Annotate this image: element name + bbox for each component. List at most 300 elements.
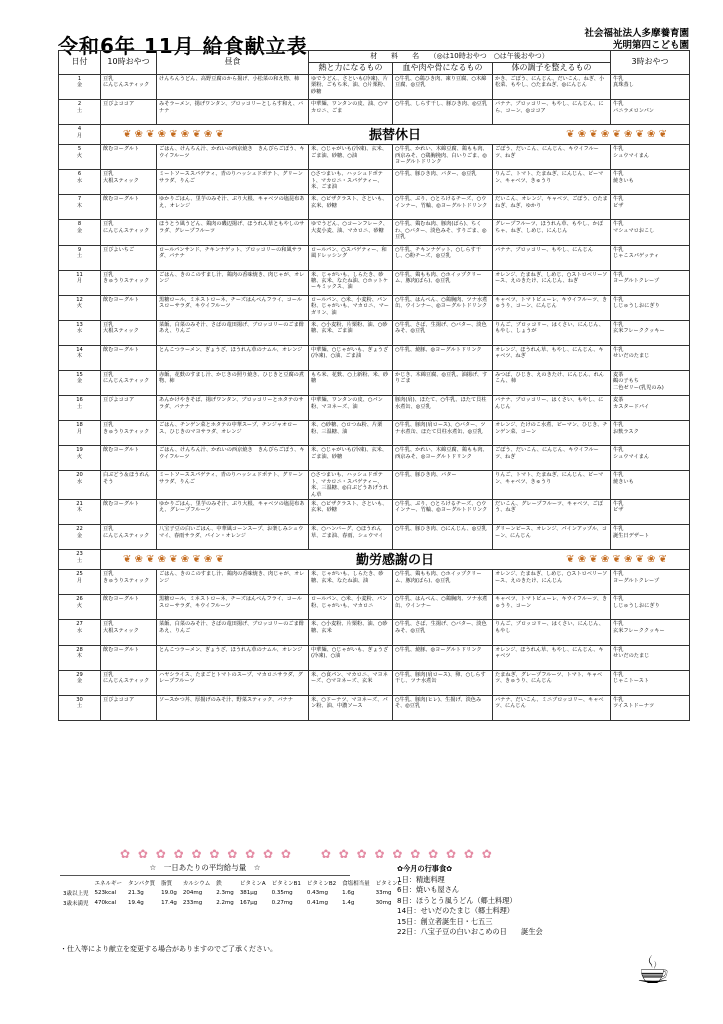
body-building-foods-cell: ○牛乳、鶏むね肉、豚肉(ばら)、ちくわ、○バター、淡色みそ、すりごま、◎豆乳	[393, 220, 493, 245]
nutrition-value: 17.4g	[161, 900, 177, 906]
body-building-foods-cell: ○牛乳、ぶり、○とろけるチーズ、○ウインナー、竹輪、◎ヨーグルトドリンク	[393, 195, 493, 220]
nutrition-value: 0.35mg	[271, 890, 293, 896]
energy-foods-cell: 米、○ピザクラスト、さといも、玄米、砂糖	[309, 195, 393, 220]
lunch-cell: とんこつラーメン、ぎょうざ、ほうれん草のナムル、オレンジ	[157, 645, 309, 670]
header-date: 日付	[59, 51, 101, 75]
mascot-illustration-icon: ☕	[636, 948, 671, 992]
nutrition-table	[60, 878, 405, 908]
menu-row	[59, 320, 690, 345]
lunch-cell: 赤飯、花麩のすまし汁、かじきの照り焼き、ひじきと豆腐の煮物、柿	[157, 371, 309, 396]
event-item: 6日：焼いも屋さん	[397, 885, 460, 894]
regulating-foods-cell: ごぼう、だいこん、にんじん、キウイフルーツ、ねぎ	[493, 145, 611, 170]
am-snack-cell: 豆乳 にんじんスティック	[101, 371, 157, 396]
am-snack-cell: 飲むヨーグルト	[101, 446, 157, 471]
date-day: 23	[76, 551, 83, 558]
date-day: 8	[77, 221, 82, 228]
pm-snack-cell: 麦茶 カスタードパイ	[611, 396, 690, 421]
lunch-cell: 菜飯、白菜のみそ汁、さばの竜田揚げ、ブロッコリーのごま酢あえ、りんご	[157, 320, 309, 345]
regulating-foods-cell: オレンジ、たまねぎ、しめじ、○ストロベリーソース、えのきたけ、にんじん	[493, 570, 611, 595]
pm-snack-cell: 牛乳 せいだのたまじ	[611, 345, 690, 370]
menu-row	[59, 371, 690, 396]
am-snack-cell: 豆びよココア	[101, 396, 157, 421]
header-red: 熱と力になるもの	[309, 63, 393, 75]
lunch-cell: ほうとう風うどん、鶏肉の磯辺揚げ、ほうれん草ともやしのサラダ、グレープフルーツ	[157, 220, 309, 245]
date-day: 1	[77, 76, 82, 82]
date-weekday: 水	[76, 478, 83, 485]
date-day: 12	[76, 296, 83, 303]
lunch-cell: ゆかりごはん、里芋のみそ汁、ぶり大根、キャベツの塩昆布あえ、グレープフルーツ	[157, 500, 309, 525]
pm-snack-cell: 牛乳 シュウマイまん	[611, 145, 690, 170]
energy-foods-cell: 米、○ドーナツ、マヨネーズ、パン粉、油、中濃ソース	[309, 695, 393, 720]
regulating-foods-cell: りんご、トマト、たまねぎ、にんじん、ピーマン、キャベツ、きゅうり	[493, 170, 611, 195]
menu-row	[59, 345, 690, 370]
body-building-foods-cell: かじき、木綿豆腐、◎豆乳、油揚げ、すりごま	[393, 371, 493, 396]
nutrition-value: 33mg	[375, 890, 392, 896]
date-day: 5	[77, 146, 82, 153]
date-weekday: 土	[76, 403, 83, 410]
energy-foods-cell: 米、○ピザクラスト、さといも、玄米、砂糖	[309, 500, 393, 525]
date-cell	[59, 446, 101, 471]
lunch-cell: けんちんうどん、高野豆腐のから揚げ、小松菜の和え物、柿	[157, 75, 309, 100]
regulating-foods-cell: りんご、ブロッコリー、はくさい、にんじん、もやし、しょうが	[493, 320, 611, 345]
nutrition-value: 1.6g	[342, 890, 355, 896]
pm-snack-cell: 牛乳 玄米フレーククッキー	[611, 320, 690, 345]
pm-snack-cell: 牛乳 真珠蒸し	[611, 75, 690, 100]
nutrition-col-header: 鉄	[216, 881, 222, 887]
pm-snack-cell: 牛乳 じゃこスパゲッティ	[611, 245, 690, 270]
date-cell	[59, 421, 101, 446]
date-weekday: 火	[76, 303, 83, 310]
regulating-foods-cell: ごぼう、だいこん、にんじん、キウイフルーツ、ねぎ	[493, 446, 611, 471]
menu-row	[59, 550, 690, 570]
nutrition-col-header: 食塩相当量	[342, 881, 370, 887]
date-cell	[59, 695, 101, 720]
regulating-foods-cell: りんご、トマト、たまねぎ、にんじん、ピーマン、キャベツ、きゅうり	[493, 471, 611, 500]
event-item: 1日：精進料理	[397, 874, 445, 884]
date-day: 16	[76, 397, 83, 404]
page-title: 令和6年 11月 給食献立表	[58, 34, 308, 58]
regulating-foods-cell: たまねぎ、グレープフルーツ、トマト、キャベツ、きゅうり、にんじん	[493, 670, 611, 695]
date-day: 2	[77, 101, 82, 108]
pm-snack-cell: 牛乳 焼きいも	[611, 170, 690, 195]
nutrition-col-header: ビタミンB2	[306, 881, 337, 887]
body-building-foods-cell: ○牛乳、焼豚、◎ヨーグルトドリンク	[393, 645, 493, 670]
body-building-foods-cell: ○牛乳、ぶり、○とろけるチーズ、○ウインナー、竹輪、◎ヨーグルトドリンク	[393, 500, 493, 525]
date-weekday: 木	[76, 507, 83, 514]
nutrition-title: ☆ 一日あたりの平均給与量 ☆	[60, 862, 350, 876]
menu-row	[59, 295, 690, 320]
header-lunch: 昼食	[157, 51, 309, 75]
pm-snack-cell: 牛乳 玄米フレーククッキー	[611, 620, 690, 645]
am-snack-cell: 飲むヨーグルト	[101, 195, 157, 220]
date-weekday: 水	[76, 627, 83, 634]
date-cell	[59, 270, 101, 295]
lunch-cell: 菜飯、白菜のみそ汁、さばの竜田揚げ、ブロッコリーのごま酢あえ、りんご	[157, 620, 309, 645]
energy-foods-cell: ロールパン、○米、小麦粉、パン粉、じゃがいも、マカロニ、マーガリン、油	[309, 295, 393, 320]
pm-snack-cell: 牛乳 お麩ラスク	[611, 421, 690, 446]
date-cell	[59, 245, 101, 270]
energy-foods-cell: 米、○食パン、マカロニ、マヨネーズ、○マヨネーズ、玄米	[309, 670, 393, 695]
body-building-foods-cell: ○牛乳、はんぺん、○鶏胸肉、ツナ水煮缶、ウインナー	[393, 595, 493, 620]
date-cell	[59, 371, 101, 396]
date-weekday: 土	[76, 252, 83, 259]
date-day: 9	[77, 246, 82, 253]
energy-foods-cell: 米、○じゃがいも(冷凍)、玄米、ごま油、砂糖、○油	[309, 145, 393, 170]
am-snack-cell: 豆乳 大根スティック	[101, 320, 157, 345]
lunch-cell: ごはん、けんちん汁、かれいの西京焼き きんぴらごぼう、キウイフルーツ	[157, 446, 309, 471]
leaf-decoration-icon: ❦ ❀ ❦ ❀ ❦ ❀ ❦ ❀ ❦	[566, 129, 667, 141]
energy-foods-cell: 米、○ハンバーグ、○ほうれん草、ごま油、春雨、シュウマイ	[309, 525, 393, 550]
regulating-foods-cell: キャベツ、トマトピューレ、キウイフルーツ、きゅうり、コーン、にんじん	[493, 295, 611, 320]
nutrition-col-header: エネルギー	[94, 881, 123, 887]
date-cell	[59, 396, 101, 421]
menu-row	[59, 471, 690, 500]
leaf-decoration-icon: ❦ ❀ ❦ ❀ ❦ ❀ ❦ ❀ ❦	[566, 554, 667, 566]
body-building-foods-cell: ○牛乳、豚ひき肉、バター	[393, 471, 493, 500]
energy-foods-cell: ゆでうどん、さといも(冷凍)、片栗粉、ごもち米、油、○片栗粉、砂糖	[309, 75, 393, 100]
menu-row	[59, 100, 690, 125]
energy-foods-cell: 米、じゃがいも、しらたき、砂糖、玄米、なたね油、○ホットケーキミックス、油	[309, 270, 393, 295]
lunch-cell: ごはん、けんちん汁、かれいの西京焼き きんぴらごぼう、キウイフルーツ	[157, 145, 309, 170]
date-weekday: 金	[76, 227, 83, 234]
lunch-cell: みそラーメン、揚げワンタン、ブロッコリーとしらす和え、バナナ	[157, 100, 309, 125]
nutrition-col-header: タンパク質	[128, 881, 156, 887]
date-day: 15	[76, 372, 83, 379]
date-cell	[59, 100, 101, 125]
pm-snack-cell: 牛乳 せいだのたまじ	[611, 645, 690, 670]
date-weekday: 水	[76, 328, 83, 335]
regulating-foods-cell: バナナ、だいこん、ミニブロッコリー、キャベツ、にんじん	[493, 695, 611, 720]
date-weekday: 金	[76, 678, 83, 684]
am-snack-cell: 豆びよココア	[101, 695, 157, 720]
energy-foods-cell: 米、○砂糖、○ロつね粉、片栗粉、三温糖、油	[309, 421, 393, 446]
lunch-cell: とんこつラーメン、ぎょうざ、ほうれん草のナムル、オレンジ	[157, 345, 309, 370]
regulating-foods-cell: だいこん、グレープフルーツ、キャベツ、ごぼう、ねぎ	[493, 500, 611, 525]
body-building-foods-cell: ○牛乳、○鶏ひき肉、凍り豆腐、○木綿豆腐、◎豆乳	[393, 75, 493, 100]
nutrition-value: 2.2mg	[216, 900, 234, 906]
nutrition-row-label: 3歳以上児	[63, 891, 89, 897]
header-body: 体の調子を整えるもの	[493, 63, 611, 75]
pm-snack-cell: 牛乳 しじゅうしおにぎり	[611, 295, 690, 320]
date-weekday: 土	[76, 107, 83, 114]
body-building-foods-cell: ○牛乳、しらす干し、豚ひき肉、◎豆乳	[393, 100, 493, 125]
energy-foods-cell: ロールパン、○米、小麦粉、パン粉、じゃがいも、マカロニ	[309, 595, 393, 620]
date-weekday: 木	[76, 202, 83, 209]
pm-snack-cell: 牛乳 シュウマイまん	[611, 446, 690, 471]
menu-row	[59, 396, 690, 421]
regulating-foods-cell: かき、ごぼう、にんじん、だいこん、ねぎ、小松菜、もやし、○たまねぎ、◎にんじん	[493, 75, 611, 100]
date-cell	[59, 195, 101, 220]
lunch-cell: ミートソーススパゲティ、青のりハッシュドポテト、グリーンサラダ、りんご	[157, 471, 309, 500]
am-snack-cell: 豆乳 にんじんスティック	[101, 75, 157, 100]
am-snack-cell: 豆乳 きゅうりスティック	[101, 421, 157, 446]
date-cell	[59, 500, 101, 525]
lunch-cell: ごはん、きのこのすまし汁、鶏肉の香味焼き、肉じゃが、オレンジ	[157, 570, 309, 595]
date-day: 27	[76, 621, 83, 628]
menu-row	[59, 270, 690, 295]
menu-row	[59, 421, 690, 446]
header-blood: 血や肉や骨になるもの	[393, 63, 493, 75]
nutrition-box	[60, 862, 402, 922]
nutrition-value: 0.41mg	[306, 900, 328, 906]
lunch-cell: 八宝子豆の白いごはん、中華風コーンスープ、お楽しみシュウマイ、春雨サラダ、パイン・オレンジ	[157, 525, 309, 550]
am-snack-cell: 豆びよいちご	[101, 245, 157, 270]
pm-snack-cell: 牛乳 ヨーグルトクレープ	[611, 270, 690, 295]
holiday-name: 振替休日	[368, 128, 421, 144]
date-day: 18	[76, 422, 83, 429]
energy-foods-cell: ゆでうどん、○コーンフレーク、大麦小麦、油、マカロニ、砂糖	[309, 220, 393, 245]
am-snack-cell: 飲むヨーグルト	[101, 295, 157, 320]
menu-row	[59, 145, 690, 170]
body-building-foods-cell: ○牛乳、さば、生揚げ、○バター、淡色みそ、◎豆乳	[393, 620, 493, 645]
regulating-foods-cell: バナナ、ブロッコリー、はくさい、もやし、にんじん	[493, 396, 611, 421]
nutrition-value: 523kcal	[94, 890, 117, 896]
date-day: 19	[76, 447, 83, 454]
nutrition-value: 1.4g	[342, 900, 355, 906]
nutrition-value: 19.0g	[161, 890, 177, 896]
regulating-foods-cell: りんご、ブロッコリー、はくさい、にんじん、もやし	[493, 620, 611, 645]
nutrition-col-header: 脂質	[161, 881, 173, 887]
energy-foods-cell: ○さつまいも、ハッシュドポテト、マカロニ・スパゲティー、米、ごま油	[309, 170, 393, 195]
body-building-foods-cell: ○牛乳、かれい、木綿豆腐、鶏もも肉、西京みそ、○鶏胸挽肉、白いりごま、◎ヨーグルトドリンク	[393, 145, 493, 170]
date-weekday: 土	[76, 557, 83, 564]
nutrition-value: 0.43mg	[306, 890, 328, 896]
am-snack-cell: 豆乳 きゅうりスティック	[101, 570, 157, 595]
body-building-foods-cell: ○牛乳、はんぺん、○鶏胸肉、ツナ水煮缶、ウインナー、◎ヨーグルトドリンク	[393, 295, 493, 320]
date-day: 20	[76, 472, 83, 479]
lunch-cell: ゆかりごはん、里芋のみそ汁、ぶり大根、キャベツの塩昆布あえ、オレンジ	[157, 195, 309, 220]
pm-snack-cell: 牛乳 じゃこトースト	[611, 670, 690, 695]
body-building-foods-cell: ○牛乳、豚肉(ヒレ)、生揚げ、淡色みそ、◎豆乳	[393, 695, 493, 720]
regulating-foods-cell: オレンジ、たけのこ水煮、ピーマン、ひじき、チンゲン菜、コーン	[493, 421, 611, 446]
date-day: 21	[76, 501, 83, 508]
date-weekday: 土	[76, 703, 83, 710]
date-weekday: 火	[76, 152, 83, 159]
body-building-foods-cell: ○牛乳、焼豚、◎ヨーグルトドリンク	[393, 345, 493, 370]
organization	[584, 28, 689, 52]
nutrition-value: 19.4g	[128, 900, 144, 906]
am-snack-cell: 飲むヨーグルト	[101, 500, 157, 525]
date-weekday: 金	[76, 378, 83, 385]
date-cell	[59, 345, 101, 370]
menu-row	[59, 220, 690, 245]
body-building-foods-cell: ○牛乳、さば、生揚げ、○バター、淡色みそ、◎豆乳	[393, 320, 493, 345]
am-snack-cell: 豆乳 きゅうりスティック	[101, 270, 157, 295]
regulating-foods-cell: オレンジ、ほうれん草、もやし、にんじん、キャベツ	[493, 645, 611, 670]
nutrition-value: 233mg	[182, 900, 203, 906]
am-snack-cell: 豆乳 にんじんスティック	[101, 670, 157, 695]
am-snack-cell: 飲むヨーグルト	[101, 145, 157, 170]
regulating-foods-cell: みつば、ひじき、えのきたけ、にんじん、れんこん、柿	[493, 371, 611, 396]
date-day: 28	[76, 646, 83, 653]
regulating-foods-cell: オレンジ、たまねぎ、しめじ、○ストロベリーソース、えのきたけ、にんじん、ねぎ	[493, 270, 611, 295]
events-list	[397, 864, 543, 938]
am-snack-cell: 豆びよココア	[101, 100, 157, 125]
am-snack-cell: 飲むヨーグルト	[101, 645, 157, 670]
nutrition-value: 381μg	[239, 890, 258, 896]
am-snack-cell: 豆乳 大根スティック	[101, 620, 157, 645]
decoration-row: ✿ ✿ ✿ ✿ ✿ ✿ ✿ ✿ ✿ ✿ ✿ ✿ ✿ ✿ ✿ ✿ ✿ ✿ ✿ ✿	[120, 847, 494, 861]
energy-foods-cell: 中華麺、○じゃがいも、ぎょうざ(冷凍)、○油、ごま油	[309, 345, 393, 370]
energy-foods-cell: 中華麺、○じゃがいも、ぎょうざ(冷凍)、○油	[309, 645, 393, 670]
nutrition-col-header: ビタミンC	[375, 881, 402, 887]
header-materials: 材 料 名 （◎は10時おやつ ○は午後おやつ）	[309, 51, 611, 63]
menu-row	[59, 595, 690, 620]
menu-row	[59, 195, 690, 220]
date-day: 11	[76, 271, 83, 278]
event-item: 8日：ほうとう風うどん（郷土料理）	[397, 895, 517, 905]
menu-table	[58, 50, 690, 721]
date-cell	[59, 620, 101, 645]
body-building-foods-cell: ○牛乳、鶏もも肉、○ホイップクリーム、豚肉(ばら)、◎豆乳	[393, 570, 493, 595]
body-building-foods-cell: ○牛乳、豚ひき肉、○にんじん、◎豆乳	[393, 525, 493, 550]
body-building-foods-cell: ○牛乳、かれい、木綿豆腐、鶏もも肉、西京みそ、◎ヨーグルトドリンク	[393, 446, 493, 471]
date-cell	[59, 220, 101, 245]
date-cell	[59, 295, 101, 320]
date-weekday: 火	[76, 602, 83, 609]
body-building-foods-cell: ○牛乳、豚肉(肩ロース)、○バター、ツナ水煮缶、ほたて貝柱水煮缶、◎豆乳	[393, 421, 493, 446]
menu-row	[59, 525, 690, 550]
energy-foods-cell: 中華麺、ワンタンの皮、○パン粉、マヨネーズ、油	[309, 396, 393, 421]
menu-row	[59, 620, 690, 645]
date-cell	[59, 550, 101, 570]
body-building-foods-cell: ○牛乳、豚ひき肉、バター、◎豆乳	[393, 170, 493, 195]
date-weekday: 水	[76, 177, 83, 184]
date-cell	[59, 595, 101, 620]
date-day: 22	[76, 526, 83, 533]
body-building-foods-cell: ○牛乳、豚肉(肩ロース)、卵、○しらす干し、ツナ水煮缶	[393, 670, 493, 695]
date-cell	[59, 320, 101, 345]
energy-foods-cell: 米、○じゃがいも(冷凍)、玄米、ごま油、砂糖	[309, 446, 393, 471]
am-snack-cell: 白ぶどう＆ほうれんそう	[101, 471, 157, 500]
nutrition-col-header: ビタミンA	[239, 881, 266, 887]
nutrition-row-label: 3歳未満児	[63, 901, 89, 907]
notice-text: ・仕入等により献立を変更する場合がありますのでご了承ください。	[60, 945, 277, 953]
date-cell	[59, 570, 101, 595]
date-day: 26	[76, 596, 83, 603]
menu-row	[59, 670, 690, 695]
regulating-foods-cell: だいこん、オレンジ、キャベツ、ごぼう、○たまねぎ、ねぎ、ゆかり	[493, 195, 611, 220]
lunch-cell: あんかけやきそば、揚げワンタン、ブロッコリーとホタテのサラダ、バナナ	[157, 396, 309, 421]
menu-row	[59, 645, 690, 670]
menu-row	[59, 170, 690, 195]
date-day: 13	[76, 321, 83, 328]
date-weekday: 木	[76, 353, 83, 360]
nutrition-value: 470kcal	[94, 900, 117, 906]
lunch-cell: ごはん、きのこのすまし汁、鶏肉の香味焼き、肉じゃが、オレンジ	[157, 270, 309, 295]
energy-foods-cell: 中華麺、ワンタンの皮、油、○マカロニ、ごま	[309, 100, 393, 125]
lunch-cell: ミートソーススパゲティ、青のりハッシュドポテト、グリーンサラダ、りんご	[157, 170, 309, 195]
pm-snack-cell: 牛乳 ピザ	[611, 500, 690, 525]
date-cell	[59, 75, 101, 100]
event-item: 22日：八宝子豆の白いおこめの日 誕生会	[397, 927, 543, 936]
body-building-foods-cell: ○牛乳、鶏もも肉、○ホイップクリーム、豚肉(ばら)、◎豆乳	[393, 270, 493, 295]
date-weekday: 火	[76, 453, 83, 460]
date-day: 25	[76, 571, 83, 578]
date-day: 4	[77, 126, 82, 133]
menu-row	[59, 446, 690, 471]
pm-snack-cell: 牛乳 ヨーグルトクレープ	[611, 570, 690, 595]
regulating-foods-cell: バナナ、ブロッコリー、もやし、にんじん	[493, 245, 611, 270]
am-snack-cell: 豆乳 にんじんスティック	[101, 525, 157, 550]
am-snack-cell: 豆乳 にんじんスティック	[101, 220, 157, 245]
leaf-decoration-icon: ❦ ❀ ❦ ❀ ❦ ❀ ❦ ❀ ❦	[123, 129, 224, 141]
body-building-foods-cell: ○牛乳、チキンナゲット、○しらす干し、○粉チーズ、◎豆乳	[393, 245, 493, 270]
lunch-cell: 黒糖ロール、ミネストローネ、チーズはんぺんフライ、コールスローサラダ、キウイフルーツ	[157, 595, 309, 620]
nutrition-value: 0.27mg	[271, 900, 293, 906]
date-cell	[59, 145, 101, 170]
date-weekday: 月	[76, 132, 83, 139]
am-snack-cell: 飲むヨーグルト	[101, 595, 157, 620]
header-pm-snack: 3時おやつ	[611, 51, 690, 75]
energy-foods-cell: 米、○小麦粉、片栗粉、油、○砂糖、玄米、ごま油	[309, 320, 393, 345]
menu-row	[59, 500, 690, 525]
date-day: 7	[77, 196, 82, 203]
am-snack-cell: 豆乳 大根スティック	[101, 170, 157, 195]
nutrition-col-header: カルシウム	[182, 881, 211, 887]
menu-row	[59, 570, 690, 595]
regulating-foods-cell: バナナ、ブロッコリー、もやし、にんじん、にら、コーン、◎ココア	[493, 100, 611, 125]
holiday-banner	[101, 550, 690, 570]
lunch-cell: ソースかつ丼、厚揚げのみそ汁、野菜スティック、バナナ	[157, 695, 309, 720]
lunch-cell: ハヤシライス、たまごとトマトのスープ、マカロニサラダ、グレープフルーツ	[157, 670, 309, 695]
menu-row	[59, 125, 690, 145]
date-cell	[59, 670, 101, 695]
nutrition-value: 204mg	[182, 890, 203, 896]
energy-foods-cell: ○さつまいも、ハッシュドポテト、マカロニ・スパゲティー、米、三温糖、◎白ぶどうあげうれん草	[309, 471, 393, 500]
lunch-cell: ロールパンサンド、チキンナゲット、ブロッコリーの和風サラダ、バナナ	[157, 245, 309, 270]
energy-foods-cell: もち米、花麩、○上新粉、米、砂糖	[309, 371, 393, 396]
date-day: 30	[76, 696, 83, 703]
energy-foods-cell: 米、じゃがいも、しらたき、砂糖、玄米、なたね油、油	[309, 570, 393, 595]
nutrition-value: 30mg	[375, 900, 392, 906]
nutrition-value: 167μg	[239, 900, 258, 906]
date-cell	[59, 170, 101, 195]
lunch-cell: ごはん、チンゲン菜とホタテの中華スープ、チンジャオロース、ひじきのマヨサラダ、オレンジ	[157, 421, 309, 446]
pm-snack-cell: 牛乳 マシュマロおこし	[611, 220, 690, 245]
pm-snack-cell: 牛乳 焼きいも	[611, 471, 690, 500]
date-weekday: 月	[76, 577, 83, 584]
nutrition-value: 2.3mg	[216, 890, 234, 896]
org-line-2: 光明第四こども園	[612, 40, 689, 51]
pm-snack-cell: 牛乳 誕生日デザート	[611, 525, 690, 550]
date-cell	[59, 125, 101, 145]
event-item: 15日：創立者誕生日・七五三	[397, 916, 493, 926]
energy-foods-cell: ロールパン、○スパゲティー、和風ドレッシング	[309, 245, 393, 270]
date-cell	[59, 525, 101, 550]
date-day: 29	[76, 671, 83, 678]
date-weekday: 金	[76, 82, 83, 89]
org-line-1: 社会福祉法人多摩養育園	[584, 28, 689, 39]
regulating-foods-cell: キャベツ、トマトピューレ、キウイフルーツ、きゅうり、コーン	[493, 595, 611, 620]
date-weekday: 木	[76, 652, 83, 659]
date-weekday: 月	[76, 278, 83, 285]
holiday-banner	[101, 125, 690, 145]
menu-row	[59, 695, 690, 720]
date-weekday: 金	[76, 532, 83, 539]
nutrition-value: 21.3g	[128, 890, 144, 896]
date-cell	[59, 645, 101, 670]
regulating-foods-cell: グリーンピース、オレンジ、パインアップル、コーン、にんじん	[493, 525, 611, 550]
menu-row	[59, 75, 690, 100]
body-building-foods-cell: 豚肉(肩)、ほたて、○牛乳、ほたて貝柱水煮缶、◎豆乳	[393, 396, 493, 421]
am-snack-cell: 飲むヨーグルト	[101, 345, 157, 370]
date-cell	[59, 471, 101, 500]
events-title: ✿今月の行事食✿	[397, 864, 453, 873]
header-am-snack: 10時おやつ	[101, 51, 157, 75]
event-item: 14日：せいだのたまじ（郷土料理）	[397, 906, 514, 915]
lunch-cell: 黒糖ロール、ミネストローネ、チーズはんぺんフライ、コールスローサラダ、キウイフルーツ	[157, 295, 309, 320]
